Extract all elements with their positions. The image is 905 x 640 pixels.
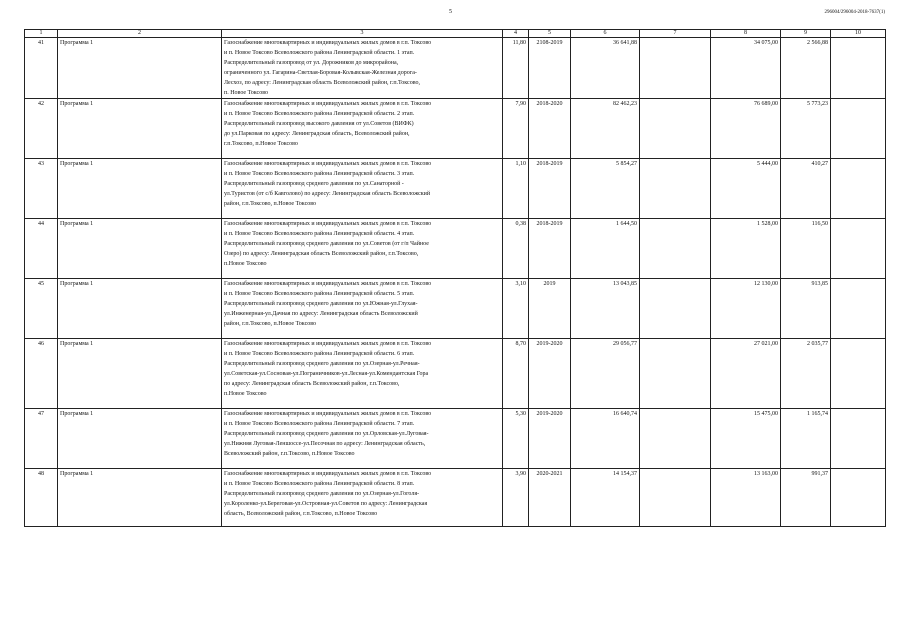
col7-cell <box>640 99 711 159</box>
col10-cell <box>831 339 886 409</box>
col7-cell <box>640 219 711 279</box>
total-cell: 13 043,85 <box>571 279 640 339</box>
description-cell: Газоснабжение многоквартирных и индивидуальных жилых домов в г.п. Токсово и п. Новое Токсово Всеволожского района Ленинградской области. 7 этап. Распределительный газопровод среднего давления по ул.Орловская-ул.Луговая- ул.Нижняя Луговая-Леншоссе-ул.Песочная по адресу: Ленинградская область, Всеволожский район, г.п.Токсово, п.Новое Токсово <box>222 409 503 469</box>
col9-cell: 116,50 <box>781 219 831 279</box>
column-header: 2 <box>58 30 222 38</box>
row-number: 47 <box>25 409 58 469</box>
column-header-row <box>25 30 886 38</box>
period-cell: 2020-2021 <box>529 469 571 527</box>
total-cell: 29 056,77 <box>571 339 640 409</box>
col10-cell <box>831 99 886 159</box>
program-cell: Программа 1 <box>58 279 222 339</box>
total-cell: 16 640,74 <box>571 409 640 469</box>
column-header: 1 <box>25 30 58 38</box>
description-cell: Газоснабжение многоквартирных и индивидуальных жилых домов в г.п. Токсово и п. Новое Токсово Всеволожского района Ленинградской области. 4 этап. Распределительный газопровод среднего давления по ул.Советов (от г/п Чайное Озеро) по адресу: Ленинградская область Всеволожский район, г.п.Токсово, п.Новое Токсово <box>222 219 503 279</box>
col8-cell: 76 689,00 <box>711 99 781 159</box>
total-cell: 5 854,27 <box>571 159 640 219</box>
period-cell: 2018-2019 <box>529 219 571 279</box>
col9-cell: 2 035,77 <box>781 339 831 409</box>
col8-cell: 5 444,00 <box>711 159 781 219</box>
col7-cell <box>640 38 711 99</box>
col8-cell: 27 021,00 <box>711 339 781 409</box>
column-header: 10 <box>831 30 886 38</box>
col9-cell: 5 773,23 <box>781 99 831 159</box>
col9-cell: 913,85 <box>781 279 831 339</box>
column-header: 5 <box>529 30 571 38</box>
period-cell: 2019-2020 <box>529 339 571 409</box>
row-number: 41 <box>25 38 58 99</box>
row-number: 42 <box>25 99 58 159</box>
period-cell: 2019-2020 <box>529 409 571 469</box>
column-header: 9 <box>781 30 831 38</box>
program-cell: Программа 1 <box>58 409 222 469</box>
column-header: 8 <box>711 30 781 38</box>
column-header: 7 <box>640 30 711 38</box>
length-cell: 0,38 <box>503 219 529 279</box>
length-cell: 5,30 <box>503 409 529 469</box>
period-cell: 2108-2019 <box>529 38 571 99</box>
table-row <box>25 219 886 279</box>
col8-cell: 1 528,00 <box>711 219 781 279</box>
data-table <box>24 29 886 527</box>
program-cell: Программа 1 <box>58 38 222 99</box>
length-cell: 11,80 <box>503 38 529 99</box>
length-cell: 1,10 <box>503 159 529 219</box>
description-cell: Газоснабжение многоквартирных и индивидуальных жилых домов в г.п. Токсово и п. Новое Токсово Всеволожского района Ленинградской области. 5 этап. Распределительный газопровод среднего давления по ул.Южная-ул.Глухая- ул.Инженерная-ул.Дачная по адресу: Ленинградская область Всеволожский район, г.п.Токсово, п.Новое Токсово <box>222 279 503 339</box>
col10-cell <box>831 409 886 469</box>
col8-cell: 15 475,00 <box>711 409 781 469</box>
description-cell: Газоснабжение многоквартирных и индивидуальных жилых домов в г.п. Токсово и п. Новое Токсово Всеволожского района Ленинградской области. 1 этап. Распределительный газопровод от ул. Дорожников до микрорайона, ограниченного ул. Гагарина-Светлая-Боровая-Колывская-Железная дорога- Лесхоз, по адресу: Ленинградская область Всеволожский район, г.п.Токсово, п. Новое Токсово <box>222 38 503 99</box>
table-row <box>25 99 886 159</box>
col10-cell <box>831 38 886 99</box>
period-cell: 2018-2019 <box>529 159 571 219</box>
row-number: 46 <box>25 339 58 409</box>
period-cell: 2019 <box>529 279 571 339</box>
col9-cell: 410,27 <box>781 159 831 219</box>
period-cell: 2018-2020 <box>529 99 571 159</box>
col8-cell: 13 163,00 <box>711 469 781 527</box>
program-cell: Программа 1 <box>58 99 222 159</box>
col7-cell <box>640 279 711 339</box>
row-number: 44 <box>25 219 58 279</box>
row-number: 45 <box>25 279 58 339</box>
col10-cell <box>831 469 886 527</box>
length-cell: 8,70 <box>503 339 529 409</box>
page-number: 5 <box>449 9 452 15</box>
col8-cell: 34 075,00 <box>711 38 781 99</box>
length-cell: 7,90 <box>503 99 529 159</box>
col9-cell: 991,37 <box>781 469 831 527</box>
col10-cell <box>831 279 886 339</box>
table-row <box>25 339 886 409</box>
total-cell: 82 462,23 <box>571 99 640 159</box>
total-cell: 36 641,88 <box>571 38 640 99</box>
table-row <box>25 409 886 469</box>
length-cell: 3,90 <box>503 469 529 527</box>
col9-cell: 1 165,74 <box>781 409 831 469</box>
col9-cell: 2 566,88 <box>781 38 831 99</box>
col7-cell <box>640 469 711 527</box>
length-cell: 3,10 <box>503 279 529 339</box>
table-row <box>25 38 886 99</box>
table-row <box>25 159 886 219</box>
row-number: 48 <box>25 469 58 527</box>
total-cell: 14 154,37 <box>571 469 640 527</box>
col10-cell <box>831 159 886 219</box>
col8-cell: 12 130,00 <box>711 279 781 339</box>
description-cell: Газоснабжение многоквартирных и индивидуальных жилых домов в г.п. Токсово и п. Новое Токсово Всеволожского района Ленинградской области. 8 этап. Распределительный газопровод среднего давления по ул.Озерная-ул.Гоголя- ул.Короленко-ул.Береговая-ул.Островная-ул.Советов по адресу: Ленинградская область, Всеволожский район, г.п.Токсово, п.Новое Токсово <box>222 469 503 527</box>
col7-cell <box>640 339 711 409</box>
document-id: 296004/296004-2018-7637(1) <box>824 10 885 15</box>
col10-cell <box>831 219 886 279</box>
program-cell: Программа 1 <box>58 159 222 219</box>
description-cell: Газоснабжение многоквартирных и индивидуальных жилых домов в г.п. Токсово и п. Новое Токсово Всеволожского района Ленинградской области. 6 этап. Распределительный газопровод среднего давления по ул.Озерная-ул.Речная- ул.Советская-ул.Сосновая-ул.Пограничников-ул.Лесная-ул.Комендантская Гора по адресу: Ленинградская область Всеволожский район, г.п.Токсово, п.Новое Токсово <box>222 339 503 409</box>
total-cell: 1 644,50 <box>571 219 640 279</box>
column-header: 6 <box>571 30 640 38</box>
col7-cell <box>640 409 711 469</box>
program-cell: Программа 1 <box>58 339 222 409</box>
description-cell: Газоснабжение многоквартирных и индивидуальных жилых домов в г.п. Токсово и п. Новое Токсово Всеволожского района Ленинградской области. 3 этап. Распределительный газопровод среднего давления по ул.Санаторной - ул.Туристов (от с/б Кавголово) по адресу: Ленинградская область Всеволожский район, г.п.Токсово, п.Новое Токсово <box>222 159 503 219</box>
row-number: 43 <box>25 159 58 219</box>
program-cell: Программа 1 <box>58 469 222 527</box>
table-row <box>25 469 886 527</box>
column-header: 4 <box>503 30 529 38</box>
program-cell: Программа 1 <box>58 219 222 279</box>
column-header: 3 <box>222 30 503 38</box>
table-row <box>25 279 886 339</box>
description-cell: Газоснабжение многоквартирных и индивидуальных жилых домов в г.п. Токсово и п. Новое Токсово Всеволожского района Ленинградской области. 2 этап. Распределительный газопровод высокого давления от ул.Советов (ВИФК) до ул.Парковая по адресу: Ленинградская область, Всеволожский район, г.п.Токсово, п.Новое Токсово <box>222 99 503 159</box>
col7-cell <box>640 159 711 219</box>
